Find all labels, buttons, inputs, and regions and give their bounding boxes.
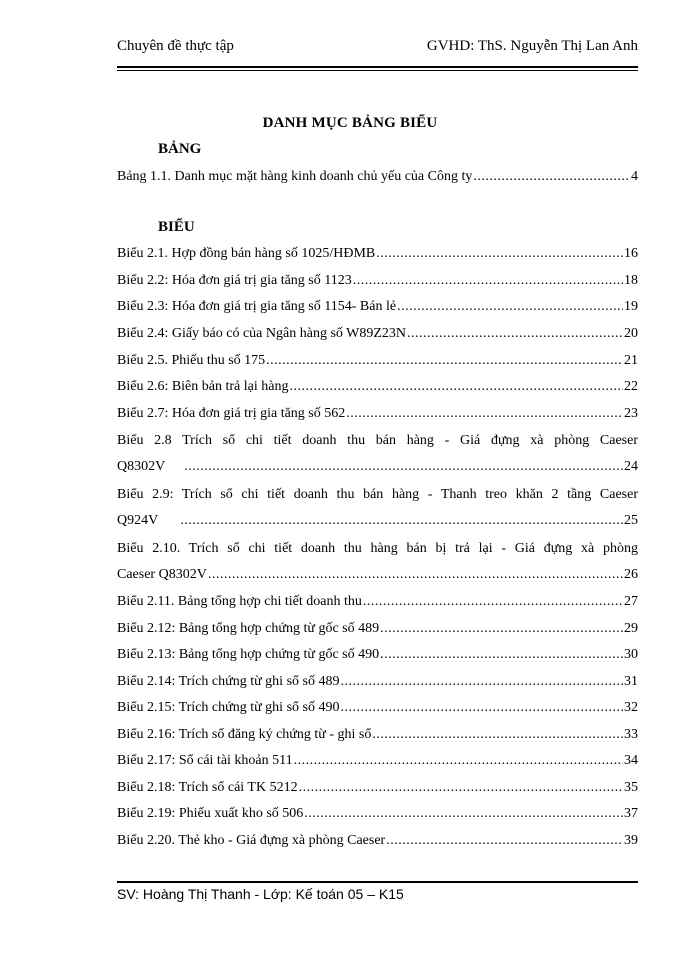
tables-heading: BẢNG — [158, 141, 202, 157]
leader-dots — [184, 458, 623, 476]
toc-entry-label-line1: Biểu 2.8 Trích sổ chi tiết doanh thu bán hàng - Giá đựng xà phòng Caeser — [117, 433, 638, 448]
toc-entry-figure-2-10 — [117, 540, 638, 584]
toc-entry-page: 35 — [624, 780, 638, 795]
leader-dots — [353, 272, 623, 290]
toc-entry-label: Biểu 2.12: Bảng tổng hợp chứng từ gốc số 489 — [117, 621, 380, 636]
header-supervisor: GVHD: ThS. Nguyễn Thị Lan Anh — [426, 38, 638, 54]
toc-entry-figure-2-20 — [117, 832, 638, 850]
header-course-title: Chuyên đề thực tập — [117, 38, 234, 54]
toc-entry-figure-2-11 — [117, 593, 638, 611]
toc-entry-label: Biểu 2.13: Bảng tổng hợp chứng từ gốc số 490 — [117, 647, 380, 662]
leader-dots — [397, 298, 623, 316]
toc-entry-page: 39 — [624, 833, 638, 848]
toc-entry-page: 19 — [624, 299, 638, 314]
leader-dots — [372, 726, 623, 744]
toc-entry-label: Biểu 2.16: Trích sổ đăng ký chứng từ - ghi sổ — [117, 727, 372, 742]
toc-entry-label: Biểu 2.15: Trích chứng từ ghi sổ số 490 — [117, 700, 340, 715]
toc-entry-label: Biểu 2.4: Giấy báo có của Ngân hàng số W89Z23N — [117, 326, 407, 341]
toc-entry-page: 4 — [631, 169, 638, 184]
leader-dots — [380, 620, 623, 638]
toc-entry-page: 16 — [624, 246, 638, 261]
toc-entry-label: Bảng 1.1. Danh mục mặt hàng kinh doanh chủ yếu của Công ty — [117, 169, 473, 184]
toc-entry-page: 32 — [624, 700, 638, 715]
toc-entry-figure-2-12 — [117, 620, 638, 638]
toc-entry-figure-2-8 — [117, 432, 638, 476]
toc-entry-label: Biểu 2.2: Hóa đơn giá trị gia tăng số 1123 — [117, 273, 352, 288]
toc-entry-label: Biểu 2.7: Hóa đơn giá trị gia tăng số 562 — [117, 406, 346, 421]
toc-entry-page: 21 — [624, 353, 638, 368]
toc-entry-label: Biểu 2.18: Trích sổ cái TK 5212 — [117, 780, 298, 795]
toc-entry-figure-2-15 — [117, 699, 638, 717]
toc-entry-label: Biểu 2.1. Hợp đồng bán hàng số 1025/HĐMB — [117, 246, 376, 261]
leader-dots — [407, 325, 623, 343]
leader-dots — [380, 646, 623, 664]
toc-entry-page: 24 — [624, 459, 638, 474]
leader-dots — [299, 779, 623, 797]
toc-entry-label: Biểu 2.14: Trích chứng từ ghi sổ số 489 — [117, 674, 340, 689]
leader-dots — [340, 699, 623, 717]
toc-entry-label: Biểu 2.20. Thẻ kho - Giá đựng xà phòng Caeser — [117, 833, 386, 848]
header-divider-thin — [117, 70, 638, 71]
leader-dots — [208, 566, 623, 584]
leader-dots — [346, 405, 623, 423]
toc-entry-page: 22 — [624, 379, 638, 394]
toc-entry-figure-2-9 — [117, 486, 638, 530]
toc-entry-page: 29 — [624, 621, 638, 636]
leader-dots — [304, 805, 623, 823]
toc-entry-label-line2: Q924V — [117, 513, 159, 528]
toc-entry-label-line1: Biểu 2.10. Trích sổ chi tiết doanh thu hàng bán bị trả lại - Giá đựng xà phòng — [117, 541, 638, 556]
toc-entry-figure-2-4 — [117, 325, 638, 343]
toc-entry-label-line2: Q8302V — [117, 459, 166, 474]
toc-entry-figure-2-17 — [117, 752, 638, 770]
leader-dots — [180, 512, 623, 530]
toc-entry-page: 27 — [624, 594, 638, 609]
leader-dots — [386, 832, 623, 850]
toc-entry-figure-2-18 — [117, 779, 638, 797]
toc-entry-page: 20 — [624, 326, 638, 341]
toc-entry-label-line1: Biểu 2.9: Trích sổ chi tiết doanh thu bán hàng - Thanh treo khăn 2 tầng Caeser — [117, 487, 638, 502]
header-divider-thick — [117, 66, 638, 68]
leader-dots — [294, 752, 623, 770]
toc-entry-page: 33 — [624, 727, 638, 742]
page-title: DANH MỤC BẢNG BIỂU — [262, 115, 438, 131]
leader-dots — [473, 168, 630, 186]
toc-entry-figure-2-14 — [117, 673, 638, 691]
toc-entry-figure-2-3 — [117, 298, 638, 316]
toc-entry-page: 25 — [624, 513, 638, 528]
toc-entry-page: 37 — [624, 806, 638, 821]
toc-entry-figure-2-16 — [117, 726, 638, 744]
page-header — [117, 38, 638, 66]
toc-entry-figure-2-6 — [117, 378, 638, 396]
toc-entry-label: Biểu 2.5. Phiếu thu số 175 — [117, 353, 266, 368]
toc-entry-label: Biểu 2.11. Bảng tổng hợp chi tiết doanh thu — [117, 594, 362, 609]
toc-entry-page: 30 — [624, 647, 638, 662]
toc-entry-label: Biểu 2.3: Hóa đơn giá trị gia tăng số 1154- Bán lẻ — [117, 299, 397, 314]
page-footer: SV: Hoàng Thị Thanh - Lớp: Kế toán 05 – K15 — [117, 886, 404, 902]
toc-entry-label-line2: Caeser Q8302V — [117, 567, 207, 582]
leader-dots — [363, 593, 623, 611]
toc-entry-table-1 — [117, 168, 638, 186]
toc-entry-page: 34 — [624, 753, 638, 768]
toc-entry-label: Biểu 2.19: Phiếu xuất kho số 506 — [117, 806, 304, 821]
toc-entry-figure-2-5 — [117, 352, 638, 370]
toc-entry-page: 31 — [624, 674, 638, 689]
toc-entry-figure-2-19 — [117, 805, 638, 823]
toc-entry-figure-2-7 — [117, 405, 638, 423]
toc-entry-label: Biểu 2.6: Biên bản trả lại hàng — [117, 379, 289, 394]
toc-entry-page: 18 — [624, 273, 638, 288]
toc-entry-page: 26 — [624, 567, 638, 582]
footer-divider — [117, 881, 638, 883]
leader-dots — [376, 245, 623, 263]
figures-heading: BIỂU — [158, 219, 195, 235]
leader-dots — [289, 378, 623, 396]
toc-entry-figure-2-2 — [117, 272, 638, 290]
toc-entry-figure-2-13 — [117, 646, 638, 664]
toc-entry-figure-2-1 — [117, 245, 638, 263]
leader-dots — [266, 352, 623, 370]
leader-dots — [340, 673, 623, 691]
toc-entry-page: 23 — [624, 406, 638, 421]
toc-entry-label: Biểu 2.17: Sổ cái tài khoản 511 — [117, 753, 293, 768]
